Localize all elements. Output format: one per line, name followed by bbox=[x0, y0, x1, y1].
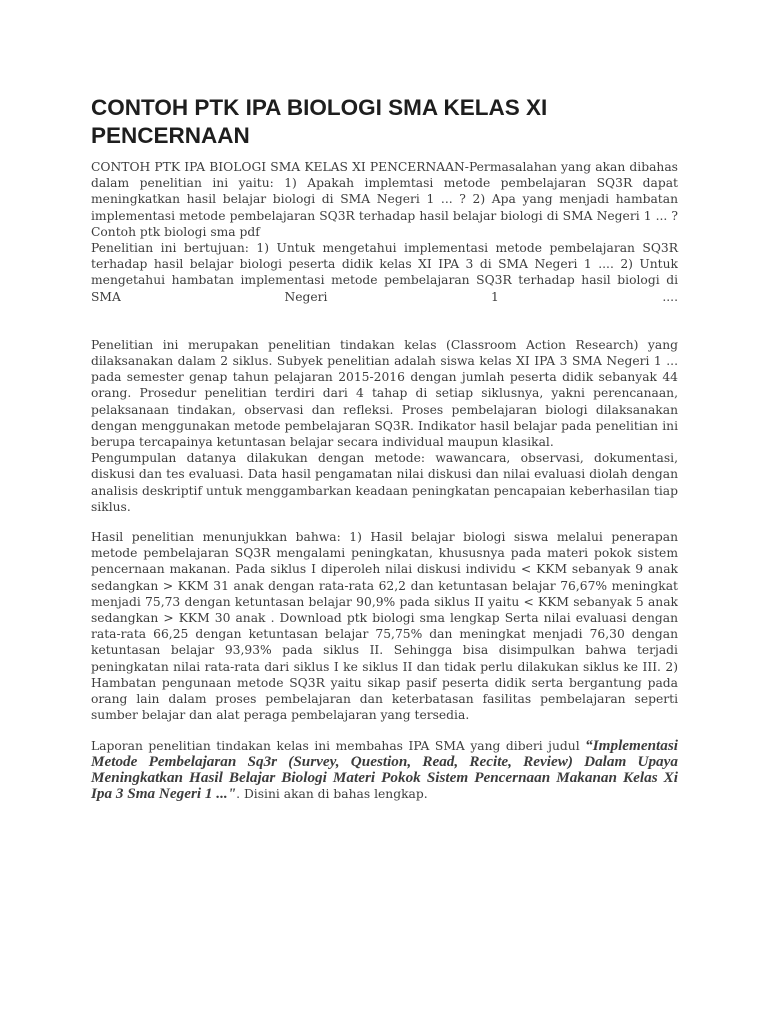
paragraph-results: Hasil penelitian menunjukkan bahwa: 1) Hasil belajar biologi siswa melalui penerapan metode pembelajaran SQ3R mengalami peningkatan, khususnya pada materi pokok sistem pencernaan makanan. Pada siklus I diperoleh nilai diskusi individu < KKM sebanyak 9 anak sedangkan > KKM 31 anak dengan rata-rata 62,2 dan ketuntasan belajar 76,67% meningkat menjadi 75,73 dengan ketuntasan belajar 90,9% pada siklus II yaitu < KKM sebanyak 5 anak sedangkan > KKM 30 anak . Download ptk biologi sma lengkap Serta nilai evaluasi dengan rata-rata 66,25 dengan ketuntasan belajar 75,75% dan meningkat menjadi 76,30 dengan ketuntasan belajar 93,93% pada siklus II. Sehingga bisa disimpulkan bahwa terjadi peningkatan nilai rata-rata dari siklus I ke siklus II dan tidak perlu dilakukan siklus ke III. 2) Hambatan pengunaan metode SQ3R yaitu sikap pasif peserta didik serta bergantung pada orang lain dalam proses pembelajaran dan keterbatasan fasilitas pembelajaran seperti sumber belajar dan alat peraga pembelajaran yang tersedia. bbox=[91, 530, 678, 723]
paragraph-method: Penelitian ini merupakan penelitian tindakan kelas (Classroom Action Research) yang dilaksanakan dalam 2 siklus. Subyek penelitian adalah siswa kelas XI IPA 3 SMA Negeri 1 ... pada semester genap tahun pelajaran 2015-2016 dengan jumlah peserta didik sebanyak 44 orang. Prosedur penelitian terdiri dari 4 tahap di setiap siklusnya, yakni perencanaan, pelaksanaan tindakan, observasi dan refleksi. Proses pembelajaran biologi dilaksanakan dengan menggunakan metode pembelajaran SQ3R. Indikator hasil belajar pada penelitian ini berupa tercapainya ketuntasan belajar secara individual maupun klasikal. bbox=[91, 337, 678, 450]
paragraph-report-title bbox=[91, 738, 678, 803]
paragraph-data-collection: Pengumpulan datanya dilakukan dengan metode: wawancara, observasi, dokumentasi, diskusi dan tes evaluasi. Data hasil pengamatan nilai diskusi dan nilai evaluasi diolah dengan analisis deskriptif untuk menggambarkan keadaan peningkatan pencapaian keberhasilan tiap siklus. bbox=[91, 451, 678, 514]
report-lead-text: Laporan penelitian tindakan kelas ini membahas IPA SMA yang diberi judul bbox=[91, 738, 586, 753]
report-tail-text: . Disini akan di bahas lengkap. bbox=[236, 787, 428, 802]
paragraph-spacer bbox=[91, 515, 678, 529]
article bbox=[91, 94, 678, 802]
paragraph-spacer bbox=[91, 305, 678, 337]
report-title-text: “Implementasi Metode Pembelajaran Sq3r (Survey, Question, Read, Recite, Review) Dalam Upaya Meningkatkan Hasil Belajar Biologi Materi Pokok Sistem Pencernaan Makanan Kelas Xi Ipa 3 Sma Negeri 1 ..." bbox=[91, 736, 678, 803]
paragraph-spacer bbox=[91, 724, 678, 738]
page-title: CONTOH PTK IPA BIOLOGI SMA KELAS XI PENCERNAAN bbox=[91, 95, 548, 148]
paragraph-objectives: Penelitian ini bertujuan: 1) Untuk mengetahui implementasi metode pembelajaran SQ3R terhadap hasil belajar biologi peserta didik kelas XI IPA 3 di SMA Negeri 1 .... 2) Untuk mengetahui hambatan implementasi metode pembelajaran SQ3R terhadap hasil biologi di SMA Negeri 1 .... bbox=[91, 241, 678, 304]
paragraph-problem: CONTOH PTK IPA BIOLOGI SMA KELAS XI PENCERNAAN-Permasalahan yang akan dibahas dalam penelitian ini yaitu: 1) Apakah implemtasi metode pembelajaran SQ3R dapat meningkatkan hasil belajar biologi di SMA Negeri 1 ... ? 2) Apa yang menjadi hambatan implementasi metode pembelajaran SQ3R terhadap hasil belajar biologi di SMA Negeri 1 ... ? Contoh ptk biologi sma pdf bbox=[91, 160, 678, 239]
